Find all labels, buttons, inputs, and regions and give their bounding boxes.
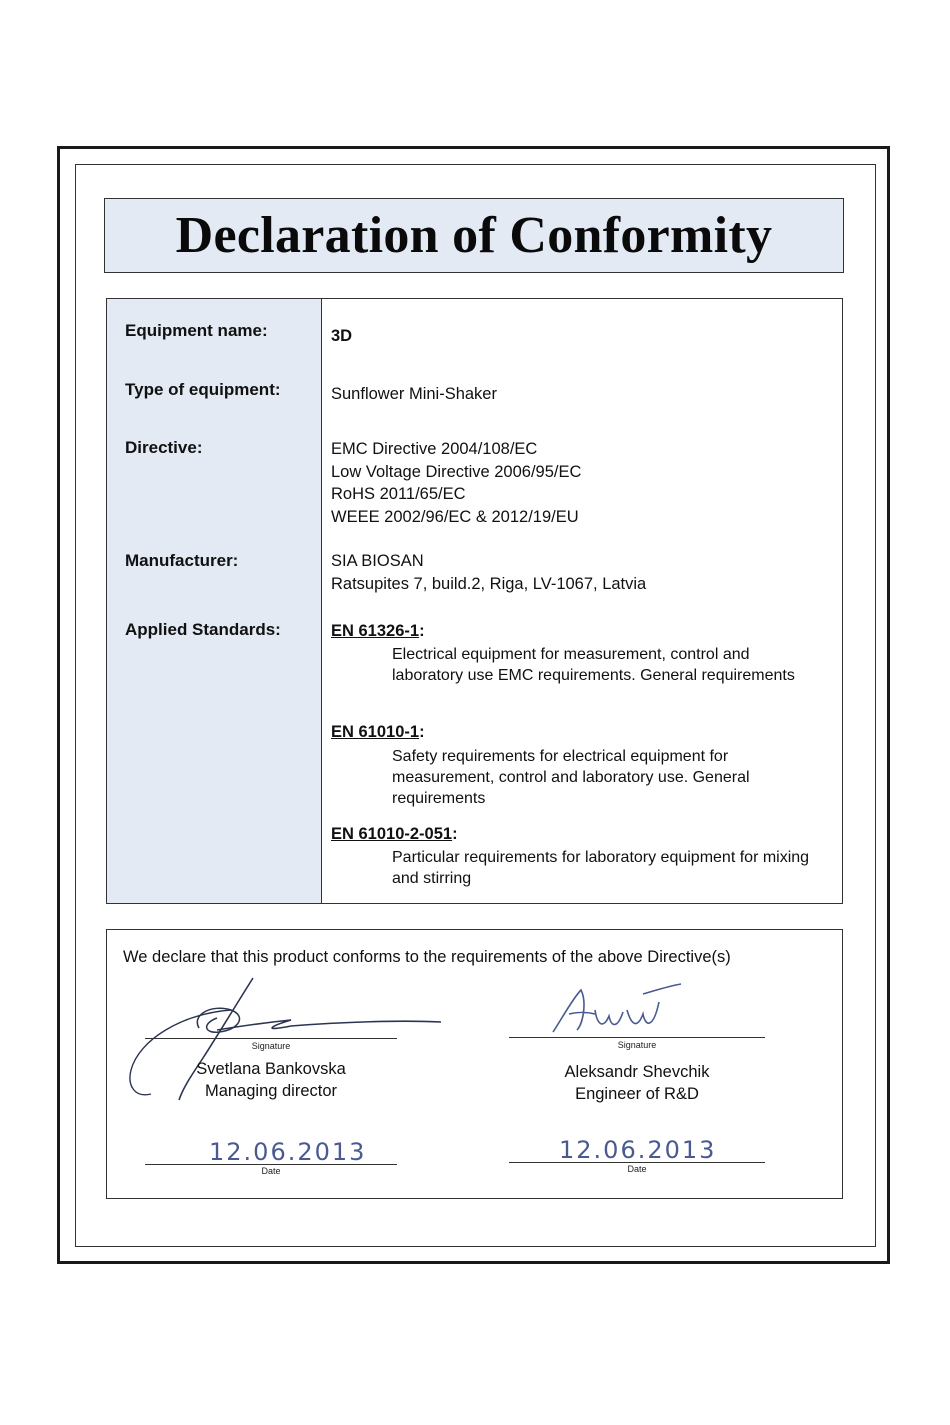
directive-line: EMC Directive 2004/108/EC (331, 440, 538, 458)
standard-code-text: EN 61010-2-051 (331, 825, 453, 843)
date-caption-left: Date (261, 1166, 281, 1176)
title-banner (104, 198, 844, 273)
manufacturer-line: SIA BIOSAN (331, 552, 424, 570)
signer-name: Svetlana Bankovska (196, 1060, 346, 1078)
equipment-info-table (106, 298, 843, 904)
standard-description: Safety requirements for electrical equipment for measurement, control and laboratory use. General requirements (392, 748, 750, 807)
signature-line-left (145, 1038, 397, 1039)
signature-caption-left: Signature (251, 1041, 291, 1051)
manufacturer-label: Manufacturer: (125, 551, 239, 570)
signer-name: Aleksandr Shevchik (564, 1063, 710, 1081)
manufacturer-values (331, 550, 646, 595)
equipment-name-value: 3D (331, 327, 353, 345)
standard-description: Particular requirements for laboratory equipment for mixing and stirring (392, 849, 810, 887)
standard-code: EN 61010-1: (331, 723, 425, 741)
signer-role: Engineer of R&D (575, 1085, 699, 1103)
declaration-text: We declare that this product conforms to the requirements of the above Directive(s) (123, 948, 731, 966)
manufacturer-line: Ratsupites 7, build.2, Riga, LV-1067, Latvia (331, 574, 647, 593)
declaration-box (106, 929, 843, 1199)
equipment-name-label: Equipment name: (125, 321, 268, 340)
directive-values (331, 438, 581, 528)
signer-right (509, 1061, 765, 1105)
standard-code: EN 61326-1: (331, 622, 425, 640)
standard-code-text: EN 61326-1 (331, 622, 420, 640)
directive-line: Low Voltage Directive 2006/95/EC (331, 462, 582, 481)
signer-left (145, 1058, 397, 1102)
date-caption-right: Date (627, 1164, 647, 1174)
directive-line: RoHS 2011/65/EC (331, 485, 466, 503)
standard-description: Electrical equipment for measurement, control and laboratory use EMC requirements. General requirements (392, 646, 795, 684)
signer-role: Managing director (204, 1082, 338, 1100)
signature-line-right (509, 1037, 765, 1038)
signature-caption-right: Signature (617, 1040, 657, 1050)
standard-code-text: EN 61010-1 (331, 723, 420, 741)
type-of-equipment-value: Sunflower Mini-Shaker (331, 385, 497, 403)
date-line-right (509, 1162, 765, 1163)
applied-standards-label: Applied Standards: (125, 620, 281, 639)
directive-label: Directive: (125, 438, 203, 457)
handwritten-date-left: 12.06.2013 (209, 1138, 367, 1166)
standard-code: EN 61010-2-051: (331, 825, 458, 843)
document-title: Declaration of Conformity (175, 207, 773, 264)
directive-line: WEEE 2002/96/EC & 2012/19/EU (331, 507, 579, 526)
date-line-left (145, 1164, 397, 1165)
type-of-equipment-label: Type of equipment: (125, 380, 281, 399)
signature-mark-right (547, 980, 687, 1040)
handwritten-date-right: 12.06.2013 (559, 1136, 717, 1164)
